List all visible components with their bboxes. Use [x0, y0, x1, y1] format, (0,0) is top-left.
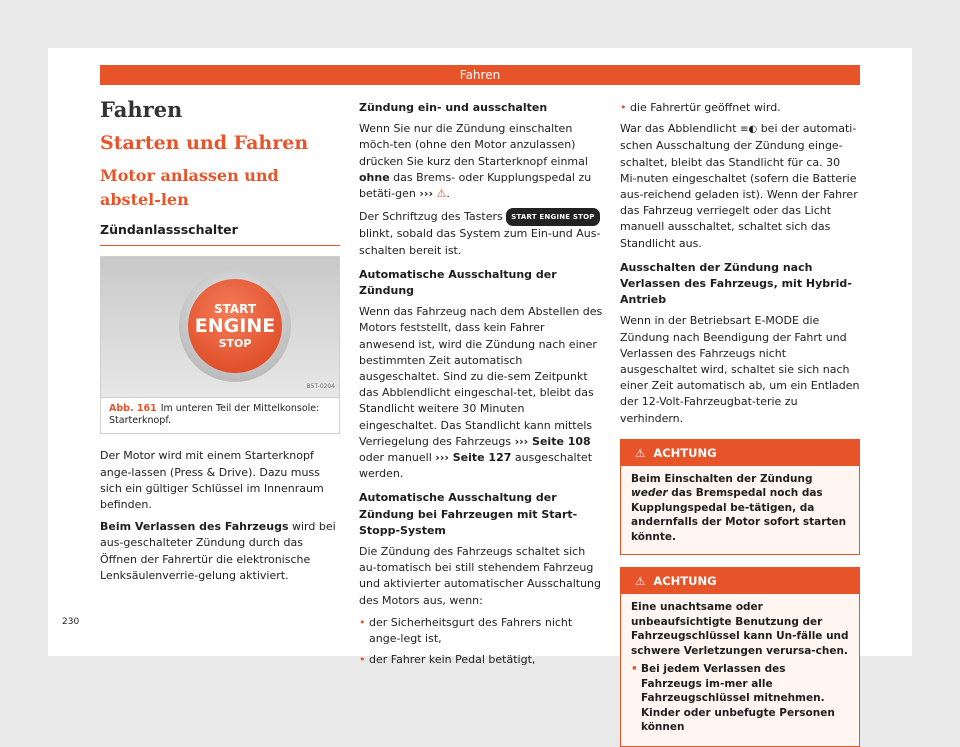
subsection-title: Motor anlassen und abstel-len	[100, 166, 279, 210]
starter-button-bezel	[179, 270, 291, 382]
warning-box-1	[620, 439, 860, 556]
topic-title: Zündanlassschalter	[100, 222, 340, 246]
page-number: 230	[62, 617, 80, 627]
starter-button	[188, 279, 282, 373]
list-item: • Bei jedem Verlassen des Fahrzeugs im-mer alle Fahrzeugschlüssel mitnehmen. Kinder oder unbefugte Personen können	[631, 662, 849, 735]
warning-box-1-header	[621, 440, 859, 466]
heading-ignition-on-off: Zündung ein- und ausschalten	[359, 101, 548, 114]
heading-hybrid: Ausschalten der Zündung nach Verlassen des Fahrzeugs, mit Hybrid-Antrieb	[620, 260, 852, 307]
section-title: Starten und Fahren	[100, 132, 309, 155]
page-reference-127[interactable]: ››› Seite 127	[435, 451, 512, 465]
column-2	[359, 100, 603, 674]
list-item: • die Fahrertür geöffnet wird.	[620, 100, 860, 116]
warning-text	[631, 472, 849, 545]
paragraph-start-stop: Die Zündung des Fahrzeugs schaltet sich au-tomatisch bei still stehendem Fahrzeug und aktivierter automatischer Ausschaltung des Motors aus, wenn:	[359, 545, 601, 607]
warning-icon: ⚠	[635, 445, 646, 460]
paragraph-auto-off	[359, 304, 603, 482]
figure-caption-label: Abb. 161	[109, 403, 157, 415]
list-item: • der Sicherheitsgurt des Fahrers nicht ange-legt ist,	[359, 615, 603, 647]
heading-auto-off: Automatische Ausschaltung der Zündung	[359, 267, 557, 298]
text: Der Schriftzug des Tasters	[359, 210, 507, 224]
text: blinkt, sobald das System zum Ein-und Aus-schalten bereit ist.	[359, 227, 601, 257]
text: War das Abblendlicht	[620, 122, 741, 136]
starter-button-start-label: START	[213, 302, 257, 317]
paragraph-intro: Der Motor wird mit einem Starterknopf ange-lassen (Press & Drive). Dazu muss sich ein gültiger Schlüssel im Innenraum befinden.	[100, 449, 324, 512]
starter-button-image	[101, 257, 339, 397]
column-3	[620, 100, 860, 747]
low-beam-icon: ≡◐	[740, 124, 758, 136]
text: bei der automati-schen Ausschaltung der Zündung einge-schaltet, bleibt das Standlicht für ca. 30 Mi-nuten eingeschaltet (sofern die Batterie aus-reichend geladen ist). Wenn der Fahrer das Fahrzeug verriegelt oder das Licht manuell ausschaltet, schaltet sich das Standlicht aus.	[620, 122, 858, 250]
warning-text: Eine unachtsame oder unbeaufsichtigte Benutzung der Fahrzeugschlüssel kann Un-fälle und schwere Verletzungen verursa-chen.	[631, 601, 849, 657]
text: das Bremspedal noch das Kupplungspedal be-tätigen, da andernfalls der Motor sofort starten könnte.	[631, 487, 847, 543]
text: .	[446, 187, 450, 201]
chapter-title: Fahren	[100, 97, 183, 122]
page-reference-108[interactable]: ››› Seite 108	[514, 434, 591, 448]
figure-161	[100, 256, 340, 434]
paragraph-hybrid: Wenn in der Betriebsart E-MODE die Zündung nach Beendigung der Fahrt und Verlassen des Fahrzeugs nicht ausgeschaltet wird, schaltet sie sich nach einer Zeit automatisch ab, um ein Entladen der 12-Volt-Fahrzeugbat-terie zu verhindern.	[620, 314, 860, 425]
text-emphasis: weder	[631, 487, 668, 500]
starter-button-engine-label: ENGINE	[194, 315, 276, 338]
warning-title: ACHTUNG	[653, 574, 717, 589]
figure-caption	[101, 397, 339, 433]
figure-caption-text: Im unteren Teil der Mittelkonsole: Starterknopf.	[109, 403, 320, 427]
paragraph-leaving-text: wird bei aus-geschalteter Zündung durch das Öffnen der Fahrertür die elektronische Lenksäulenverrie-gelung aktiviert.	[100, 520, 336, 582]
starter-button-stop-label: STOP	[218, 337, 252, 351]
paragraph-ignition-on	[359, 121, 603, 202]
paragraph-leaving	[100, 519, 340, 584]
paragraph-button-flash	[359, 208, 603, 259]
warning-box-2-body	[621, 594, 859, 746]
warning-box-1-body	[621, 466, 859, 555]
heading-start-stop: Automatische Ausschaltung der Zündung bei Fahrzeugen mit Start-Stopp-System	[359, 491, 578, 537]
reference-arrow[interactable]: ›››	[419, 187, 433, 201]
text: Wenn das Fahrzeug nach dem Abstellen des Motors feststellt, dass kein Fahrer anwesend ist, wird die Zündung nach einer bestimmten Zeit automatisch ausgeschaltet. Sind zu die-sem Zeitpunkt das Abblendlicht eingeschal-tet, bleibt das Standlicht weitere 30 Minuten eingeschaltet. Das Standlicht kann mittels Verriegelung des Fahrzeugs	[359, 305, 603, 448]
warning-box-2	[620, 567, 860, 747]
paragraph-leaving-bold: Beim Verlassen des Fahrzeugs	[100, 520, 289, 534]
header-bar: Fahren	[100, 65, 860, 85]
text: Wenn Sie nur die Zündung einschalten möch-ten (ohne den Motor anzulassen) drücken Sie kurz den Starterknopf einmal	[359, 122, 588, 168]
warning-title: ACHTUNG	[653, 445, 717, 460]
warning-box-2-header	[621, 568, 859, 594]
text-bold: ohne	[359, 170, 390, 184]
text: Beim Einschalten der Zündung	[631, 472, 813, 485]
text: ausgeschaltet werden.	[359, 451, 593, 481]
text: das Brems- oder Kupplungspedal zu betäti-gen	[359, 170, 592, 201]
paragraph-low-beam	[620, 121, 860, 252]
list-item: • der Fahrer kein Pedal betätigt,	[359, 652, 603, 668]
start-engine-stop-key-icon: START ENGINE STOP	[506, 208, 599, 226]
warning-icon: ⚠	[635, 574, 646, 589]
column-1	[100, 97, 340, 590]
figure-code: B5T-0204	[306, 383, 335, 391]
text: oder manuell	[359, 451, 436, 465]
warning-icon: ⚠	[436, 187, 447, 201]
